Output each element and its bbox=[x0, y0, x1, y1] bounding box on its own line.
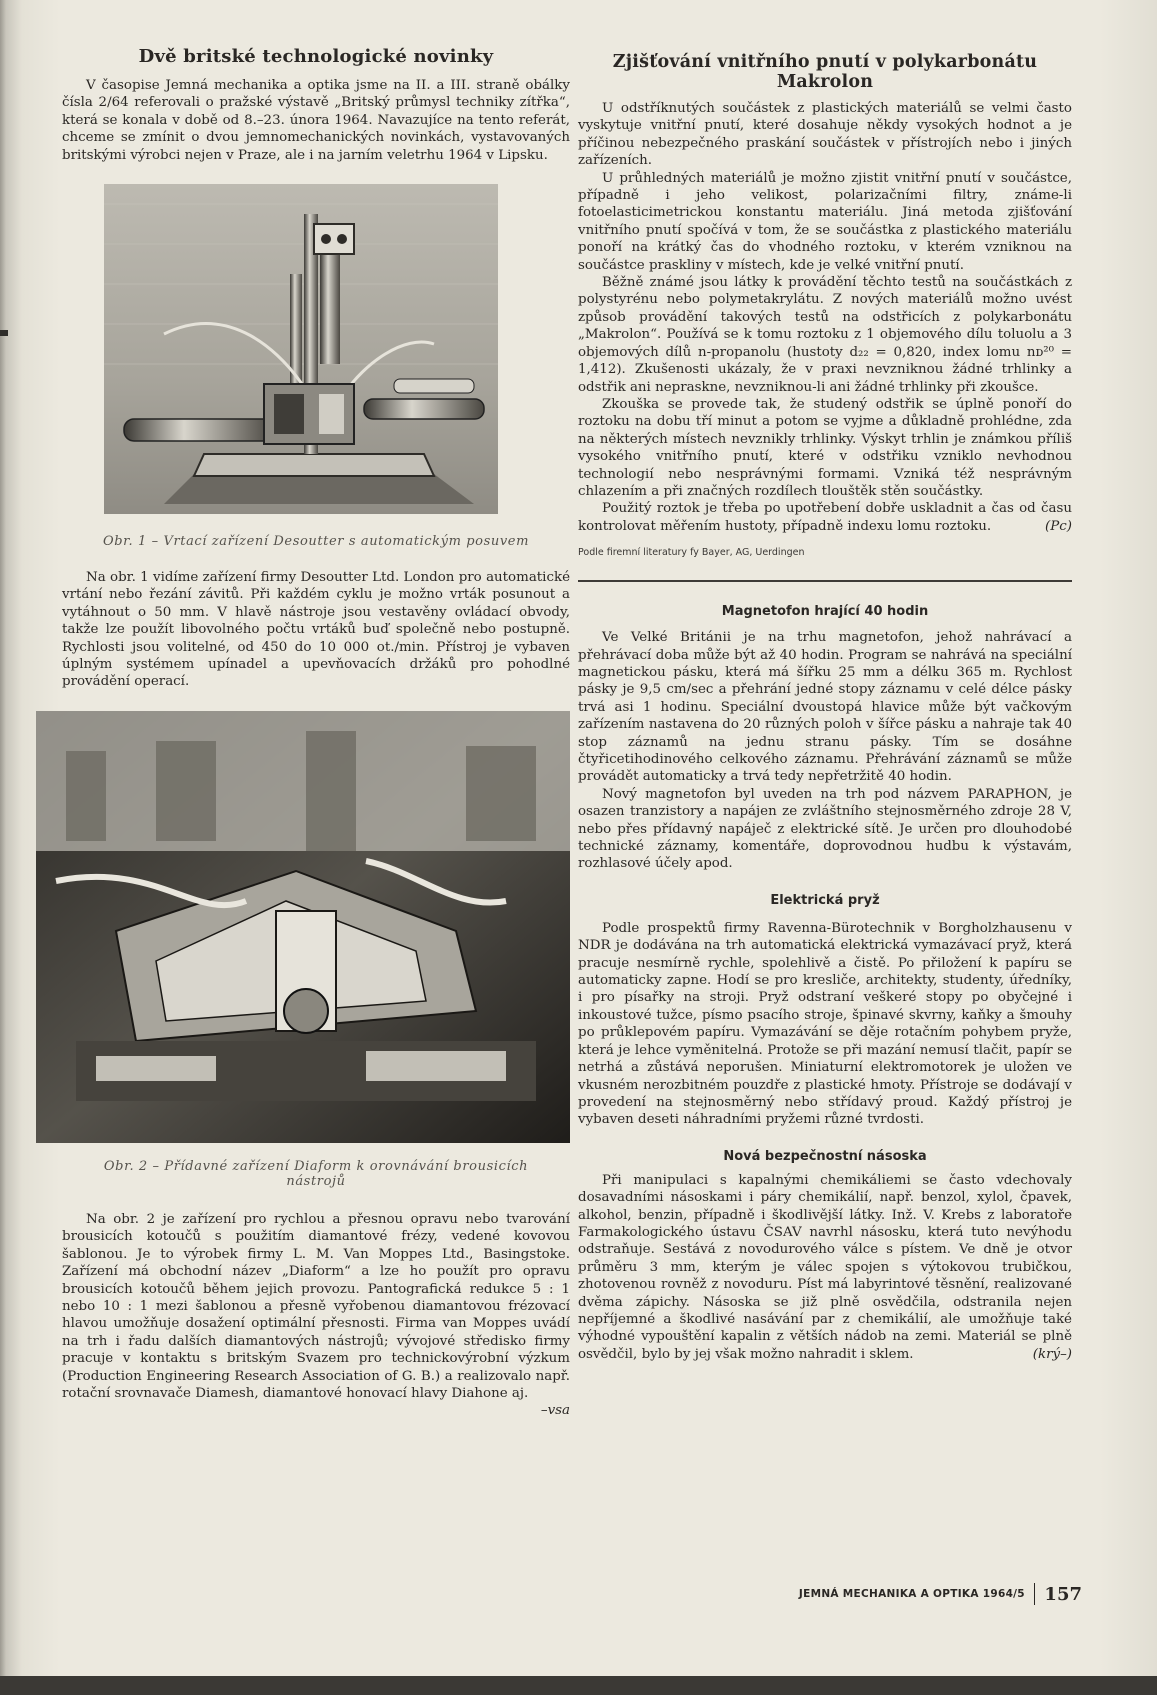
makrolon-p3: Běžně známé jsou látky k provádění těchto testů na součástkách z polystyrénu nebo polymetakrylátu. Z nových materiálů možno uvést způsob provádění takových testů na odstřicích z polykarbonátu „Makrolon“. Používá se k tomu roztoku z 1 objemového dílu toluolu a 3 objemových dílů n-propanolu (hustoty d₂₂ = 0,820, index lomu nᴅ²⁰ = 1,412). Zkušenosti ukázaly, že v praxi nevzniknou žádné trhlinky a odstřik ani nepraskne, nevzniknou-li ani žádné trhlinky při zkoušce. bbox=[578, 275, 1072, 395]
figure-1-description: Na obr. 1 vidíme zařízení firmy Desoutter Ltd. London pro automatické vrtání nebo řezání závitů. Při každém cyklu je možno vrták posunout a vytáhnout o 50 mm. V hlavě nástroje jsou vestavěny ovládací obvody, takže lze použít libovolného počtu vrtáků buď společně nebo postupně. Rychlosti jsou volitelné, od 450 do 10 000 ot./min. Přístroj je vybaven úplným systémem upínadel a upevňovacích držáků pro pohodlné provádění operací. bbox=[62, 570, 570, 690]
makrolon-p1: U odstříknutých součástek z plastických materiálů se velmi často vyskytuje vnitřní pnutí, které dosahuje někdy vysokých hodnot a je příčinou nebezpečného praskání součástek v přístrojích nebo i jiných zařízeních. bbox=[578, 101, 1072, 169]
magnetofon-p1: Ve Velké Británii je na trhu magnetofon, jehož nahrávací a přehrávací doba může být až 40 hodin. Program se nahrává na speciální magnetickou pásku, která má šířku 25 mm a délku 365 m. Rychlost pásky je 9,5 cm/sec a přehrání jedné stopy záznamu v celé délce pásky trvá asi 1 hodinu. Speciální dvoustopá hlavice může být vačkovým zařízením nastavena do 20 různých poloh v šířce pásku a nahraje tak 40 stop záznamů na jednu stranu pásky. Tím se dosáhne čtyřicetihodinového celkového záznamu. Přehrávání záznamů se může provádět automaticky a trvá tedy nepřetržitě 40 hodin. bbox=[578, 630, 1072, 785]
figure-1-photo bbox=[104, 184, 498, 514]
makrolon-p4: Zkouška se provede tak, že studený odstřik se úplně ponoří do roztoku na dobu tří minut a potom se vyjme a důkladně prohlédne, zda na některých místech nevznikly trhlinky. Výskyt trhlin je známkou příliš vysokého vnitřního pnutí, které v odstřiku vzniklo nevhodnou technologií nebo nesprávnými formami. Vzniká též nesprávným chlazením a při značných rozdílech tlouštěk stěn součástky. bbox=[578, 396, 1072, 499]
footer-divider bbox=[1034, 1583, 1036, 1605]
binding-mark bbox=[0, 330, 8, 336]
diaform-illustration bbox=[36, 711, 570, 1143]
source-note: Podle firemní literatury fy Bayer, AG, Uerdingen bbox=[578, 547, 805, 559]
scan-bottom-edge bbox=[0, 1676, 1157, 1695]
makrolon-p5-text: Použitý roztok je třeba po upotřebení dobře uskladnit a čas od času kontrolovat měřením hustoty, případně indexu lomu roztoku. bbox=[578, 501, 1072, 534]
nasoska-text: Při manipulaci s kapalnými chemikáliemi se často vdechovaly dosavadními násoskami i páry chemikálií, např. benzol, xylol, čpavek, alkohol, benzin, případně i škodlivější látky. Inž. V. Krebs z laboratoře Farmakologického ústavu ČSAV navrhl násosku, která tuto nevýhodu odstraňuje. Sestává z novodurového válce s pístem. Ve dně je otvor průměru 3 mm, kterým je válec spojen s výtokovou trubičkou, zhotovenou rovněž z novoduru. Píst má labyrintové těsnění, realizované dvěma zápichy. Násoska se již plně osvědčila, odstranila nejen nepříjemné a škodlivé nasávání par z chemikálií, ale umožňuje také výhodné vypouštění kapalin z větších nádob na zemi. Materiál se plně osvědčil, bylo by jej však možno nahradit i sklem. bbox=[578, 1172, 1072, 1362]
nasoska-signature: (krý–) bbox=[1032, 1346, 1072, 1362]
figure-2-description bbox=[62, 1211, 570, 1419]
author-signature: –vsa bbox=[540, 1403, 570, 1419]
figure-1-caption: Obr. 1 – Vrtací zařízení Desoutter s automatickým posuvem bbox=[102, 534, 530, 550]
figure-2-caption: Obr. 2 – Přídavné zařízení Diaform k orovnávání brousicích nástrojů bbox=[103, 1158, 529, 1189]
nasoska-title: Nová bezpečnostní násoska bbox=[723, 1148, 927, 1164]
right-column bbox=[578, 52, 1072, 1363]
magnetofon-p2: Nový magnetofon byl uveden na trh pod názvem PARAPHON, je osazen tranzistory a napájen ze zvláštního stejnosměrného zdroje 28 V, nebo přes přídavný napáječ z elektrické sítě. Je určen pro dlouhodobé technické záznamy, komentáře, doprovodnou hudbu k výstavám, rozhlasové účely apod. bbox=[578, 786, 1072, 872]
pryz-p1: Podle prospektů firmy Ravenna-Bürotechnik v Borgholzhausenu v NDR je dodávána na trh automatická elektrická vymazávací pryž, která pracuje nesmírně rychle, spolehlivě a čistě. Po přiložení k papíru se automaticky zapne. Hodí se pro kresliče, architekty, studenty, úředníky, i pro písařky na stroji. Pryž odstraní veškeré stopy po obyčejné i inkoustové tužce, písmo psacího stroje, špinavé skvrny, kaňky a šmouhy po průklepovém papíru. Vymazávání se děje rotačním pohybem pryže, která je lehce vyměnitelná. Protože se při mazání nemusí tlačit, papír se netrhá a zůstává neporušen. Miniaturní elektromotorek je uložen ve vkusném nerozbitném pouzdře z plastické hmoty. Přístroje se dodávají v provedení na stejnosměrný nebo střídavý proud. Každý přístroj je vybaven deseti náhradními pryžemi různé tvrdosti. bbox=[578, 920, 1072, 1128]
page-footer bbox=[752, 1583, 1082, 1605]
figure-2-photo bbox=[36, 711, 570, 1143]
makrolon-p2: U průhledných materiálů je možno zjistit vnitřní pnutí v součástce, případně i jeho velikost, polarizačními filtry, známe-li fotoelasticimetrickou konstantu materiálu. Jiná metoda zjišťování vnitřního pnutí spočívá v tom, že se součástka z plastického materiálu ponoří na krátký čas do vhodného roztoku, v kterém vzniknou na součástce praskliny v místech, kde je velké vnitřní pnutí. bbox=[578, 170, 1072, 273]
section-divider bbox=[578, 580, 1072, 582]
makrolon-p5 bbox=[578, 500, 1072, 535]
article-title: Dvě britské technologické novinky bbox=[138, 46, 494, 67]
makrolon-signature: (Pc) bbox=[1045, 518, 1072, 534]
makrolon-title: Zjišťování vnitřního pnutí v polykarbonátu Makrolon bbox=[612, 52, 1038, 92]
pryz-title: Elektrická pryž bbox=[770, 892, 880, 908]
figure-2-text: Na obr. 2 je zařízení pro rychlou a přesnou opravu nebo tvarování brousicích kotoučů s použitím diamantové frézy, vedené kovovou šablonou. Je to výrobek firmy L. M. Van Moppes Ltd., Basingstoke. Zařízení má obchodní název „Diaform“ a lze ho použít pro opravu brousicích kotoučů během jejich provozu. Pantografická redukce 5 : 1 nebo 10 : 1 mezi šablonou a přesně vyřobenou diamantovou frézovací hlavou umožňuje dosažení optimální přesnosti. Firma van Moppes uvádí na trh i řadu dalších diamantových nástrojů; vývojové středisko firmy pracuje v kontaktu s britským Svazem pro technickovýrobní výzkum (Production Engineering Research Association of G. B.) a realizovalo např. rotační srovnavače Diamesh, diamantové honovací hlavy Diahone aj. bbox=[62, 1211, 570, 1401]
magnetofon-title: Magnetofon hrající 40 hodin bbox=[721, 604, 929, 620]
journal-name: JEMNÁ MECHANIKA A OPTIKA 1964/5 bbox=[798, 1588, 1025, 1600]
left-column bbox=[62, 46, 570, 1420]
drilling-machine-illustration bbox=[104, 184, 498, 514]
intro-paragraph: V časopise Jemná mechanika a optika jsme na II. a III. straně obálky čísla 2/64 referovali o pražské výstavě „Britský průmysl techniky zítřka“, která se konala v době od 8.–23. února 1964. Navazujíce na tento referát, chceme se zmínit o dvou jemnomechanických novinkách, vystavovaných britskými výrobci nejen v Praze, ale i na jarním veletrhu 1964 v Lipsku. bbox=[62, 78, 570, 163]
nasoska-p1 bbox=[578, 1172, 1072, 1363]
page-number: 157 bbox=[1044, 1583, 1082, 1605]
